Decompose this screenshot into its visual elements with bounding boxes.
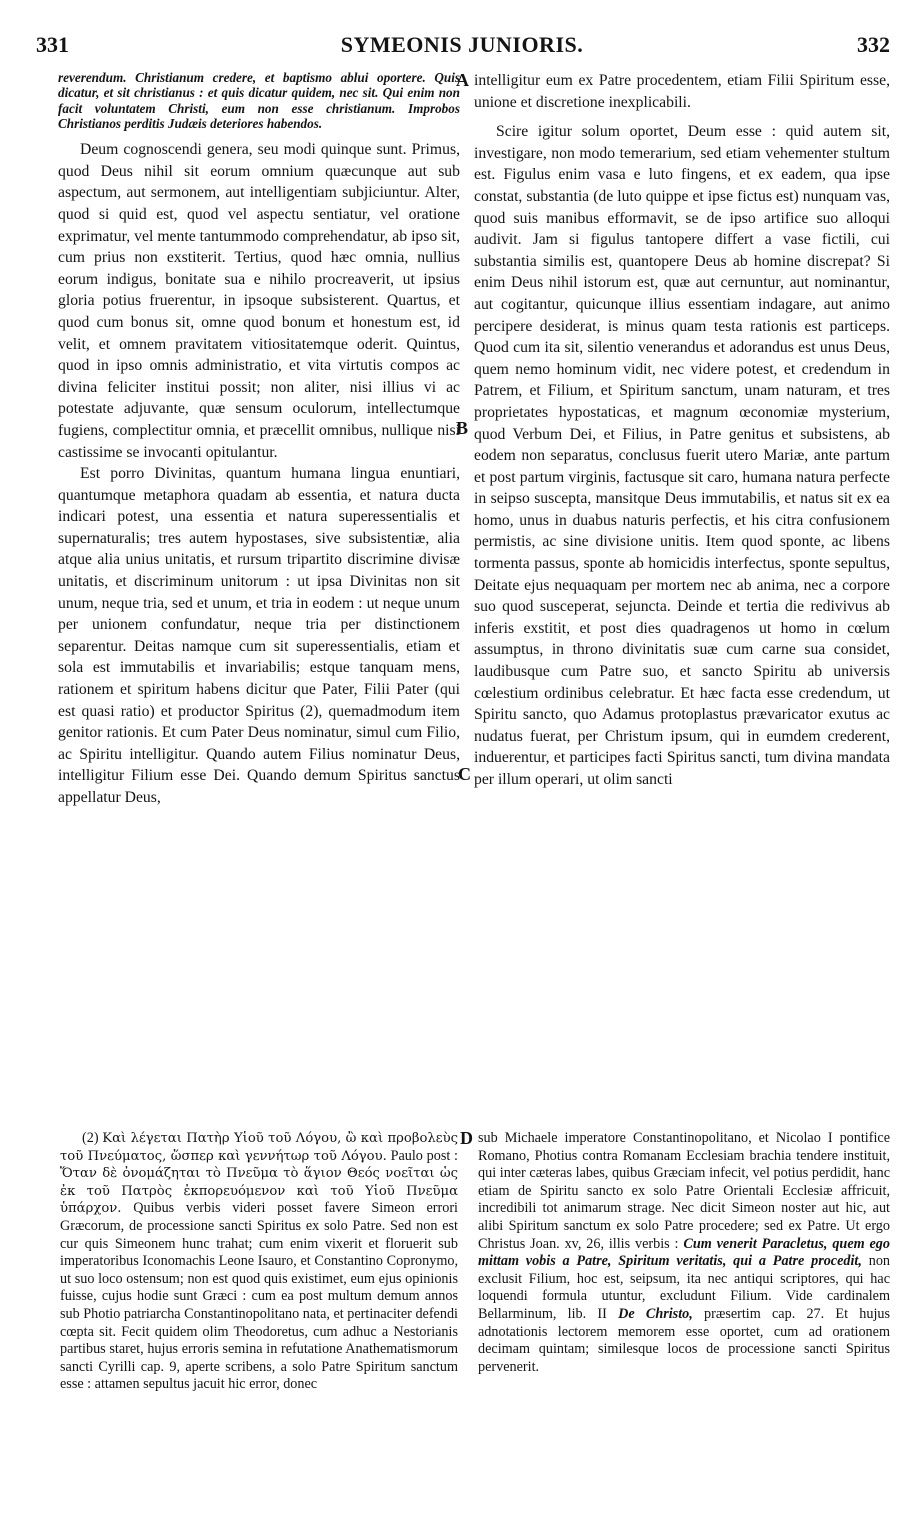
right-text-column — [474, 70, 890, 791]
page-number-left: 331 — [36, 32, 69, 57]
footnote-right — [478, 1130, 890, 1376]
footnote-left — [60, 1130, 458, 1394]
footnote-text: præsertim cap. 27. Et hujus adnotationis lectorem memorem esse oportet, cum ad orationem decimam quintam; similesque locos de processione sancti Spiritus pervenerit. — [478, 1305, 891, 1375]
footnote-mark: (2) — [82, 1130, 99, 1146]
footnote-text: Paulo post : — [390, 1147, 458, 1164]
margin-marker-b: B — [456, 418, 469, 438]
footnote-text: Quibus verbis videri posset favere Simeon errori Græcorum, de processione sancti Spiritus ex solo Patre. Sed non est cur quis Simeonem hunc trahat; cum enim vixerit et floruerit sub imperatoribus Iconomachis Leone Isauro, et Constantino Copronymo, ut suo loco ostensum; non est quod quis existimet, eum ejus opinionis fuisse, cujus hodie sunt Græci : cum ea post multum demum annos sub Photio patriarcha Constantinopolitano nata, et pertinaciter defendi cœpta sit. Fecit quidem olim Theodoretus, cum adhuc a Nestorianis partibus staret, hujus erroris semina in refutatione Anathematismorum sancti Cyrilli cap. 9, aperte scribens, a solo Patre Spiritum sanctum esse : attamen sepultus jacuit hic error, donec — [60, 1200, 458, 1393]
paragraph: Deum cognoscendi genera, seu modi quinque sunt. Primus, quod Deus nihil sit eorum omnium quæcunque aut sub aspectum, aut sermonem, aut intelligentiam subjiciuntur. Alter, quod si quid est, quod vel aspectu sentiatur, vel oratione exprimatur, vel mente tantummodo comprehendatur, ab ipso sit, cum prius non exstiterit. Tertius, quod hæc omnia, nullius eorum indigus, bonitate sua e nihilo procreaverit, ut ipsius gloria potius fruerentur, in ipsoque subsisterent. Quartus, et quod cum bonus sit, omne quod bonum et honestum est, id velit, et omnem pravitatem vitiositatemque oderit. Quintus, quod in ipso omnis administratio, et vita virtutis compos ac divina feliciter institui possit; non aliter, nisi illius vi ac potestate adjuvante, quæ sensum oculorum, intellectumque fugiens, complectitur omnia, et præcellit omnibus, nullique nisi castissime se invocanti opitulantur. — [58, 141, 460, 461]
footnote-text: non exclusit Filium, hoc est, seipsum, ita nec antiqui scriptores, qui hac loquendi formula utuntur, excludunt Filium. Vide cardinalem Bellarminum, lib. II — [478, 1253, 891, 1322]
greek-quotation: Ὅταν δὲ ὀνομάζηται τὸ Πνεῦμα τὸ ἅγιον Θεός νοεῖται ὡς ἐκ τοῦ Πατρὸς ἐκπορευόμενον καὶ τοῦ Υἱοῦ Πνεῦμα ὑπάρχον. — [60, 1166, 458, 1217]
work-title: De Christo, — [618, 1305, 693, 1322]
margin-marker-d: D — [460, 1128, 473, 1148]
page-number-right: 332 — [857, 32, 890, 57]
margin-marker-a: A — [456, 70, 469, 90]
greek-quotation: Καὶ λέγεται Πατὴρ Υἱοῦ τοῦ Λόγου, ὢ καὶ προβολεὺς τοῦ Πνεύματος, ὥσπερ καὶ γεννήτωρ τοῦ Λόγου. — [60, 1131, 458, 1164]
paragraph: Est porro Divinitas, quantum humana lingua enuntiari, quantumque metaphora quadam ab essentia, et natura ducta indicari potest, una essentia et natura superessentialis et supernaturalis; tres autem hypostases, sive subsistentiæ, alia atque alia unius unitatis, et rursum tripartito discrimine divisæ unitatis, et discriminum unitorum : ut ipsa Divinitas non sit unum, neque tria, sed et unum, et tria in eodem : ut neque unum per unionem confundatur, neque tria per distinctionem separentur. Deitas namque cum sit superessentialis, etiam et sola est immutabilis et invariabilis; estque tanquam mens, rationem et spiritum habens dicitur que Pater, Filii Pater (qui est quasi ratio) et productor Spiritus (2), quemadmodum item genitor rationis. Et cum Pater Deus nominatur, simul cum Filio, ac Spiritu intelligitur. Quando autem Filius nominatur Deus, intelligitur Filium esse Dei. Quando demum Spiritus sanctus appellatur Deus, — [58, 465, 460, 806]
paragraph: Scire igitur solum oportet, Deum esse : quid autem sit, investigare, non modo temerarium, sed etiam vehementer stultum est. Figulus enim vasa e luto fingens, et ex eadem, qua ipse constat, substantia (de luto quippe et ipse fictus est) nunquam vas, quod suis manibus efformavit, se de ipso artifice suo alloqui audivit. Jam si figulus tantopere differt a vase fictili, cui substantia similis est, quantopere Deus ab homine discrepat? Si enim Deus nihil istorum est, quæ aut cernuntur, aut nominantur, aut cogitantur, quicunque illius essentiam indagare, aut animo percipere desiderat, is minus quam testa rationis est particeps. Quod cum ita sit, silentio venerandus et adorandus est unus Deus, quem nemo hominum vidit, nec videre potest, et credendum in Patrem, et Filium, et Spiritum sanctum, unam naturam, et tres proprietates hypostaticas, et magnum œconomiæ mysterium, quod Verbum Dei, et Filius, in Patre genitus et subsistens, ab eodem non separatus, conclusus fuerit utero Mariæ, ante partum et post partum virginis, factusque sit caro, humana natura perfecte in seipso suscepta, mansitque Deus immutabilis, et natus sit ex ea homo, unus in duabus naturis perfectis, et his citra confusionem permistis, ac sine divisione unitis. Item quod sponte, ac libens tormenta passus, sponte ab homicidis interfectus, sponte sepultus, Deitate ejus nequaquam per mortem nec ab anima, nec a corpore suo quod susceperat, sejuncta. Deinde et tertia die redivivus ab inferis exstitit, et post dies quadragenos ut homo in cœlum assumptus, in throno divinitatis suæ cum carne sua considet, laudibusque cum Patre suo, et sancto Spiritu ab universis cœlestium ordinibus celebratur. Et hæc facta esse credendum, ut Spiritu sancto, quo Adamus protoplastus prævaricator exutus ac nudatus fuerat, per Christum ipsum, qui in eumdem crederent, induerentur, et participes facti Spiritus sancti, tum divina mandata per illum operari, ut olim sancti — [474, 123, 890, 788]
left-text-column — [58, 70, 460, 809]
scripture-quotation: Cum venerit Paracletus, quem ego mittam vobis a Patre, Spiritum veritatis, qui a Patre procedit, — [478, 1235, 890, 1270]
paragraph: intelligitur eum ex Patre procedentem, etiam Filii Spiritum esse, unione et discretione inexplicabili. — [474, 72, 890, 111]
running-title: SYMEONIS JUNIORIS. — [340, 32, 584, 57]
running-header — [0, 26, 924, 66]
footnote-text: sub Michaele imperatore Constantinopolitano, et Nicolao I pontifice Romano, Photius contra Romanam Ecclesiam brachia tendere instituit, qui inter cæteras labes, quibus Græciam infecit, vel potius perdidit, hanc etiam de Spiritu sancto ex solo Patre Orientali Ecclesiæ affricuit, incredibili tot animarum strage. Nec dicit Simeon noster aut hic, aut alibi Spiritum sanctum ex solo Patre procedere; sed ex Patre. Ut ergo Christus Joan. xv, 26, illis verbis : — [478, 1130, 890, 1252]
margin-marker-c: C — [458, 764, 471, 784]
chapter-summary: reverendum. Christianum credere, et baptismo ablui oportere. Quis dicatur, et sit christianus : et quis dicatur quidem, nec sit. Qui enim non facit voluntatem Christi, eum non esse christianum. Improbos Christianos perditis Judæis deteriores habendos. — [58, 70, 460, 131]
